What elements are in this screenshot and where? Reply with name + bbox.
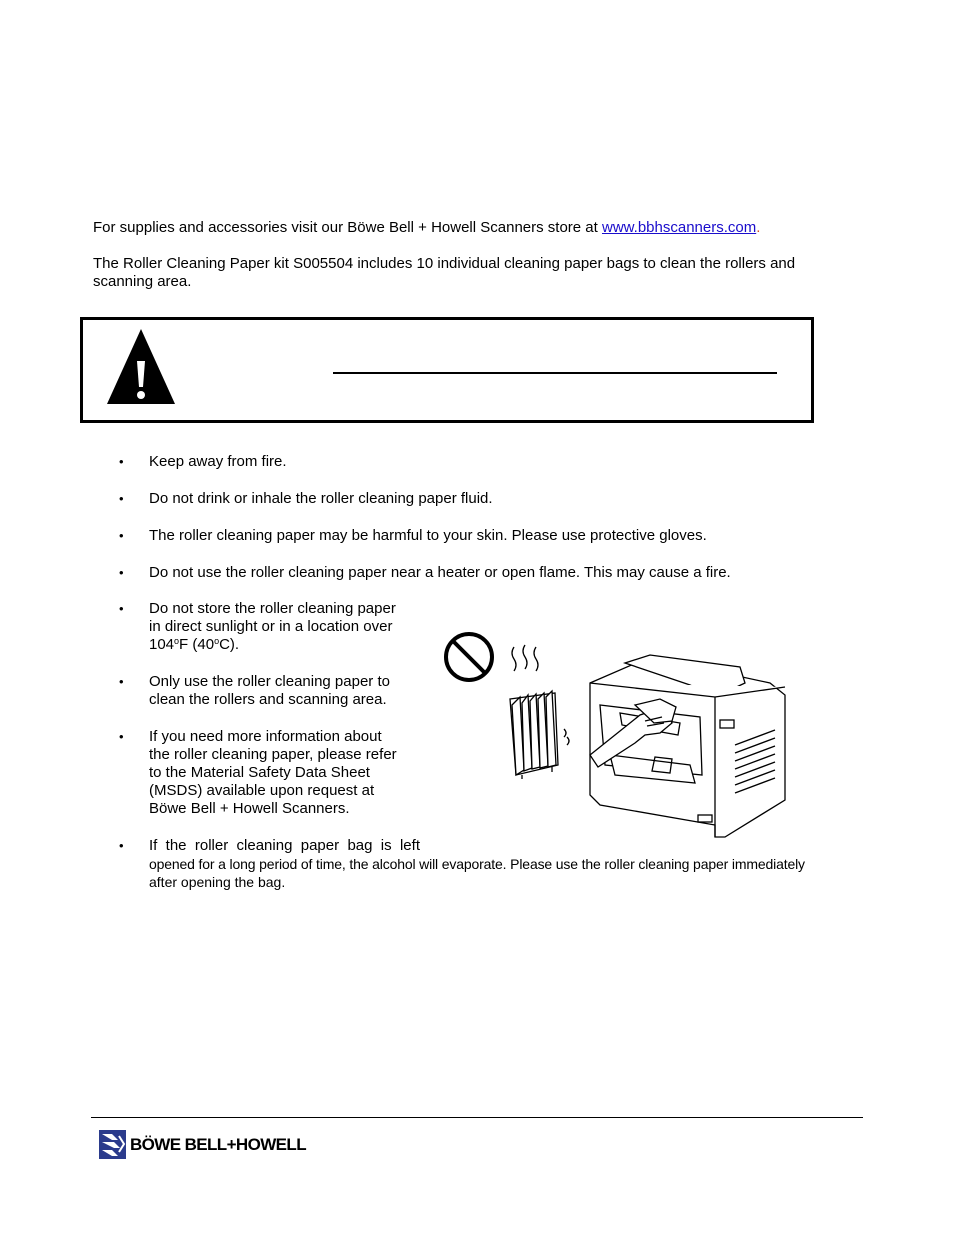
footer-rule: [91, 1117, 863, 1118]
scanner-cleaning-illustration: [440, 625, 800, 840]
kit-paragraph: The Roller Cleaning Paper kit S005504 includes 10 individual cleaning paper bags to clean the rollers and scanning area.: [93, 255, 796, 290]
store-link[interactable]: www.bbhscanners.com: [601, 219, 757, 236]
warning-box: [80, 317, 814, 423]
supplies-text: For supplies and accessories visit our Böwe Bell + Howell Scanners store at: [93, 219, 602, 236]
bullet-msds-line1: If you need more information about: [149, 728, 382, 745]
bullet-msds-line5: Böwe Bell + Howell Scanners.: [149, 800, 350, 817]
bullet-inhale: Do not drink or inhale the roller cleaning paper fluid.: [149, 490, 493, 507]
bullet-dot: •: [119, 565, 124, 580]
bullet-msds-line4: (MSDS) available upon request at: [149, 782, 375, 799]
bullet-evaporate-line3: after opening the bag.: [149, 874, 286, 890]
bullet-dot: •: [119, 674, 124, 689]
bullet-dot: •: [119, 454, 124, 469]
bullet-evaporate-line2: opened for a long period of time, the alcohol will evaporate. Please use the roller cleaning paper immediately: [149, 856, 805, 872]
bullet-msds: [149, 728, 397, 818]
heater-icon: [510, 645, 569, 779]
bullet-skin: The roller cleaning paper may be harmful to your skin. Please use protective gloves.: [149, 527, 707, 544]
bullet-msds-line3: to the Material Safety Data Sheet: [149, 764, 370, 781]
supplies-paragraph: [93, 219, 760, 237]
bullet-evaporate: [149, 837, 805, 891]
bullet-dot: •: [119, 601, 124, 616]
bullet-sunlight-line1: Do not store the roller cleaning paper: [149, 600, 396, 617]
bullet-dot: •: [119, 491, 124, 506]
scanner-icon: [590, 655, 785, 837]
bullet-msds-line2: the roller cleaning paper, please refer: [149, 746, 397, 763]
bullet-fire: Keep away from fire.: [149, 453, 287, 470]
bbh-logo-mark-icon: [99, 1130, 126, 1159]
bullet-heater: Do not use the roller cleaning paper near a heater or open flame. This may cause a fire.: [149, 564, 731, 581]
bullet-dot: •: [119, 528, 124, 543]
prohibition-icon: [446, 634, 492, 680]
bullet-usage-line2: clean the rollers and scanning area.: [149, 691, 387, 708]
warning-heading-rule: [333, 372, 777, 374]
bullet-sunlight-line3: 104$^o$F (40$^o$C).: [149, 636, 240, 653]
supplies-period: .: [756, 219, 761, 236]
warning-triangle-icon: [104, 325, 178, 407]
bullet-usage-line1: Only use the roller cleaning paper to: [149, 673, 390, 690]
bullet-evaporate-line1: If the roller cleaning paper bag is left: [149, 837, 420, 854]
bullet-usage: [149, 673, 390, 709]
footer-logo-text: BÖWE BELL+HOWELL: [130, 1135, 306, 1154]
bullet-sunlight-line2: in direct sunlight or in a location over: [149, 618, 393, 635]
bullet-sunlight: [149, 600, 396, 654]
bullet-dot: •: [119, 838, 124, 853]
bullet-dot: •: [119, 729, 124, 744]
